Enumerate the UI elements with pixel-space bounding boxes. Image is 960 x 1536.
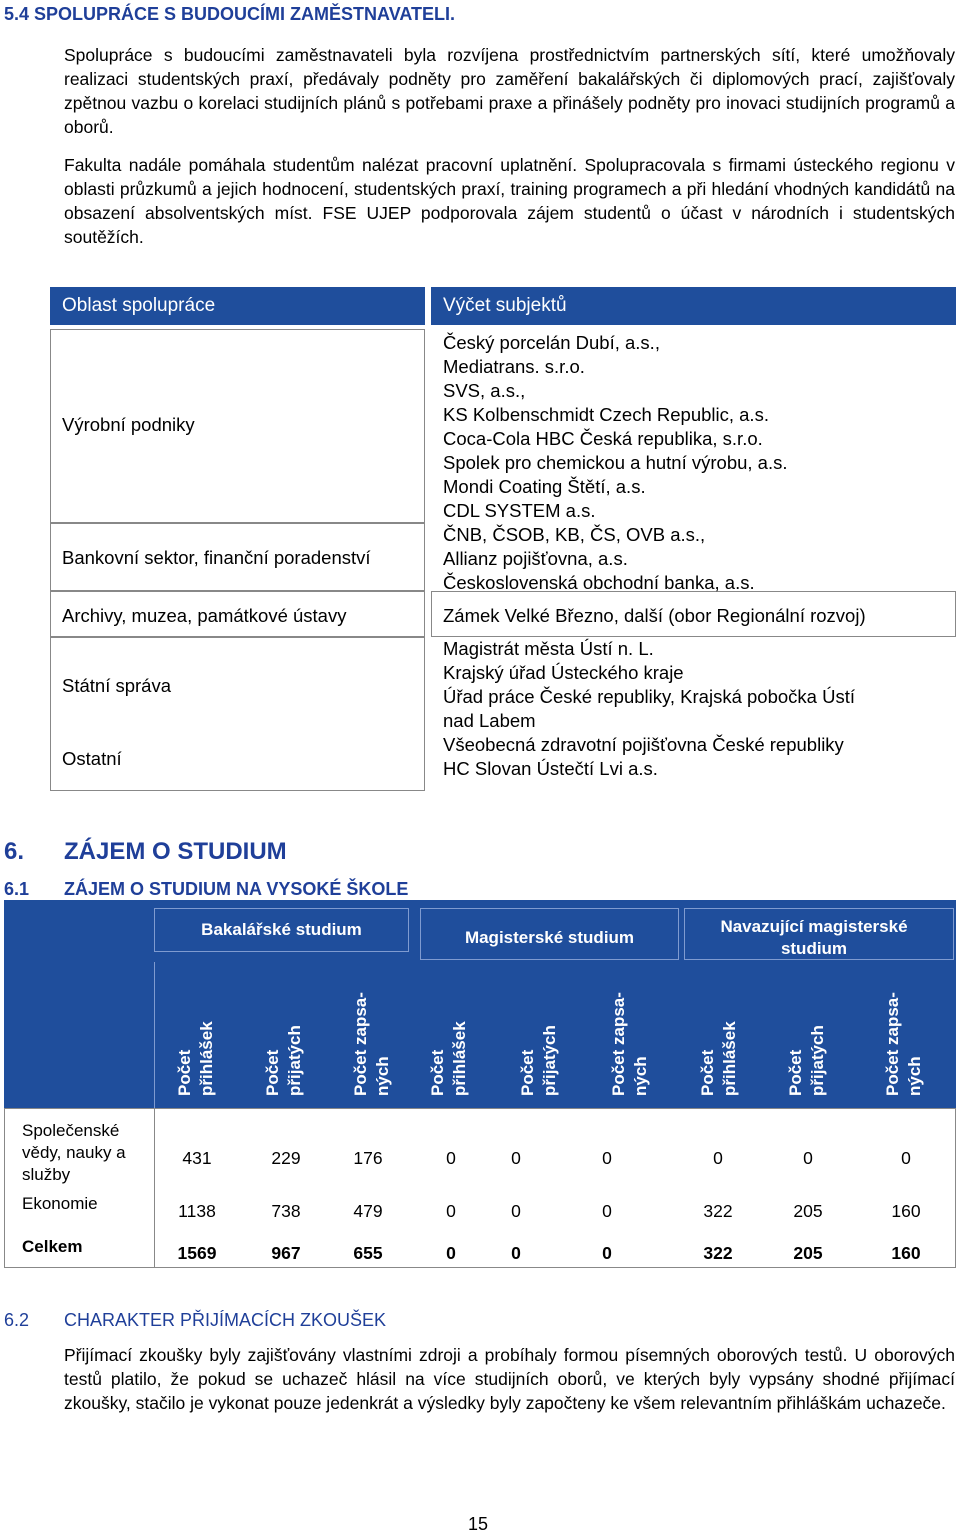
- table-cell: 0: [446, 1148, 456, 1168]
- cooperation-table: [50, 287, 956, 791]
- paragraph-text: Spolupráce s budoucími zaměstnavateli byla rozvíjena prostřednictvím partnerských sítí, které umožňovaly realizaci studentských praxí, předávaly podněty pro zaměření bakalářských či diplomových prací, zajišťovaly zpětnou vazbu o korelaci studijních plánů s potřebami praxe a přinášely podněty pro inovaci studijních programů a oborů.: [64, 45, 955, 137]
- subject-item: Český porcelán Dubí, a.s.,: [443, 332, 660, 353]
- table-header-label: Výčet subjektů: [443, 295, 567, 316]
- table-cell: 479: [353, 1201, 383, 1221]
- table-cell: 0: [602, 1201, 612, 1221]
- section-heading: [4, 1310, 387, 1331]
- section-number: 6.2: [4, 1310, 30, 1330]
- table-cell: 431: [182, 1148, 212, 1168]
- subject-item: Krajský úřad Ústeckého kraje: [443, 662, 684, 683]
- paragraph: [64, 1343, 955, 1415]
- paragraph: [64, 153, 955, 249]
- column-header: Počet přihlášek: [428, 1021, 469, 1096]
- table-cell: 205: [793, 1201, 823, 1221]
- table-cell: 0: [803, 1148, 813, 1168]
- table-cell: 0: [511, 1148, 521, 1168]
- subject-item: KS Kolbenschmidt Czech Republic, a.s.: [443, 404, 769, 425]
- table-cell: 967: [271, 1243, 301, 1263]
- table-header-cell: [50, 287, 425, 325]
- table-cell: 0: [901, 1148, 911, 1168]
- paragraph-text: Přijímací zkoušky byly zajišťovány vlastními zdroji a probíhaly formou písemných oborových testů. U oborových testů platilo, že pokud se uchazeč hlásil na více studijních oborů, ve kterých byly vypsány shodné přijímací zkoušky, stačilo je vykonat pouze jedenkrát a výsledky byly započteny ke všem relevantním přihláškám uchazeče.: [64, 1345, 955, 1413]
- paragraph-text: Fakulta nadále pomáhala studentům nalézat pracovní uplatnění. Spolupracovala s firmami ústeckého regionu v oblasti průzkumů a jejich hodnocení, studentských praxí, training programech a při hledání vhodných kandidátů na obsazení absolventských míst. FSE UJEP podporovala zájem studentů o účast v národních i studentských soutěžích.: [64, 155, 955, 247]
- table-cell: 0: [511, 1201, 521, 1221]
- column-header: Počet zapsa- ných: [609, 992, 650, 1096]
- table-cell: 0: [602, 1243, 612, 1263]
- section-number: 6.1: [4, 879, 30, 899]
- subject-item: Zámek Velké Březno, další (obor Regionální rozvoj): [443, 605, 866, 626]
- table-cell: 655: [353, 1243, 383, 1263]
- area-label: Ostatní: [62, 748, 122, 769]
- table-cell: 1569: [177, 1243, 217, 1263]
- table-cell: 0: [511, 1243, 521, 1263]
- subject-item: SVS, a.s.,: [443, 380, 526, 401]
- table-cell: 0: [446, 1201, 456, 1221]
- chapter-number: 6.: [4, 838, 25, 865]
- subject-item: Československá obchodní banka, a.s.: [443, 572, 755, 593]
- table-cell: 322: [703, 1201, 733, 1221]
- table-cell: 738: [271, 1201, 301, 1221]
- area-label: Státní správa: [62, 675, 172, 696]
- subject-item: Allianz pojišťovna, a.s.: [443, 548, 628, 569]
- subjects-list: [443, 637, 855, 781]
- study-interest-table: [4, 900, 956, 1268]
- group-header: Bakalářské studium: [201, 920, 362, 939]
- row-label: Ekonomie: [22, 1194, 98, 1213]
- section-title: CHARAKTER PŘIJÍMACÍCH ZKOUŠEK: [64, 1310, 387, 1330]
- column-header: Počet přihlášek: [175, 1021, 216, 1096]
- section-heading: [4, 879, 409, 900]
- row-label: Celkem: [22, 1237, 83, 1256]
- paragraph: [64, 43, 955, 139]
- section-heading: 5.4 SPOLUPRÁCE S BUDOUCÍMI ZAMĚSTNAVATELI.: [4, 4, 456, 24]
- column-header: Počet zapsa- ných: [883, 992, 924, 1096]
- subject-item: Spolek pro chemickou a hutní výrobu, a.s.: [443, 452, 788, 473]
- subject-item: Mediatrans. s.r.o.: [443, 356, 585, 377]
- group-header: Navazující magisterské studium: [720, 917, 908, 958]
- table-cell: 0: [602, 1148, 612, 1168]
- table-header-label: Oblast spolupráce: [62, 295, 216, 316]
- section-title: ZÁJEM O STUDIUM NA VYSOKÉ ŠKOLE: [64, 879, 409, 899]
- subject-item: CDL SYSTEM a.s.: [443, 500, 596, 521]
- area-label: Bankovní sektor, finanční poradenství: [62, 547, 371, 568]
- table-cell: 229: [271, 1148, 301, 1168]
- subject-item: Úřad práce České republiky, Krajská pobočka Ústí: [443, 686, 855, 707]
- row-label: Společenské vědy, nauky a služby: [22, 1121, 126, 1184]
- table-cell: 0: [713, 1148, 723, 1168]
- chapter-heading: [4, 838, 287, 866]
- group-header: Magisterské studium: [464, 928, 635, 947]
- subjects-list: [443, 331, 788, 595]
- column-header: Počet zapsa- ných: [351, 992, 392, 1096]
- subject-item: HC Slovan Ústečtí Lvi a.s.: [443, 758, 658, 779]
- table-cell: 0: [446, 1243, 456, 1263]
- subjects-list: [443, 604, 866, 628]
- column-header: Počet přihlášek: [698, 1021, 739, 1096]
- subject-item: Coca-Cola HBC Česká republika, s.r.o.: [443, 428, 763, 449]
- table-cell: 160: [891, 1243, 921, 1263]
- column-divider: [154, 962, 155, 1108]
- table-cell: 160: [891, 1201, 921, 1221]
- area-label: Výrobní podniky: [62, 414, 195, 435]
- table-cell: 322: [703, 1243, 733, 1263]
- subject-item: Všeobecná zdravotní pojišťovna České republiky: [443, 734, 844, 755]
- subject-item: Mondi Coating Štětí, a.s.: [443, 476, 646, 497]
- area-label: Archivy, muzea, památkové ústavy: [62, 605, 347, 626]
- chapter-title: ZÁJEM O STUDIUM: [64, 838, 287, 865]
- column-header: Počet přijatých: [518, 1025, 559, 1096]
- table-cell: 176: [353, 1148, 383, 1168]
- table-header-cell: [431, 287, 956, 325]
- column-header: Počet přijatých: [786, 1025, 827, 1096]
- table-cell: 205: [793, 1243, 823, 1263]
- page-number: 15: [468, 1514, 489, 1534]
- subject-item: nad Labem: [443, 710, 536, 731]
- table-cell: 1138: [178, 1201, 216, 1221]
- column-header: Počet přijatých: [263, 1025, 304, 1096]
- subject-item: Magistrát města Ústí n. L.: [443, 638, 654, 659]
- subject-item: ČNB, ČSOB, KB, ČS, OVB a.s.,: [443, 524, 706, 545]
